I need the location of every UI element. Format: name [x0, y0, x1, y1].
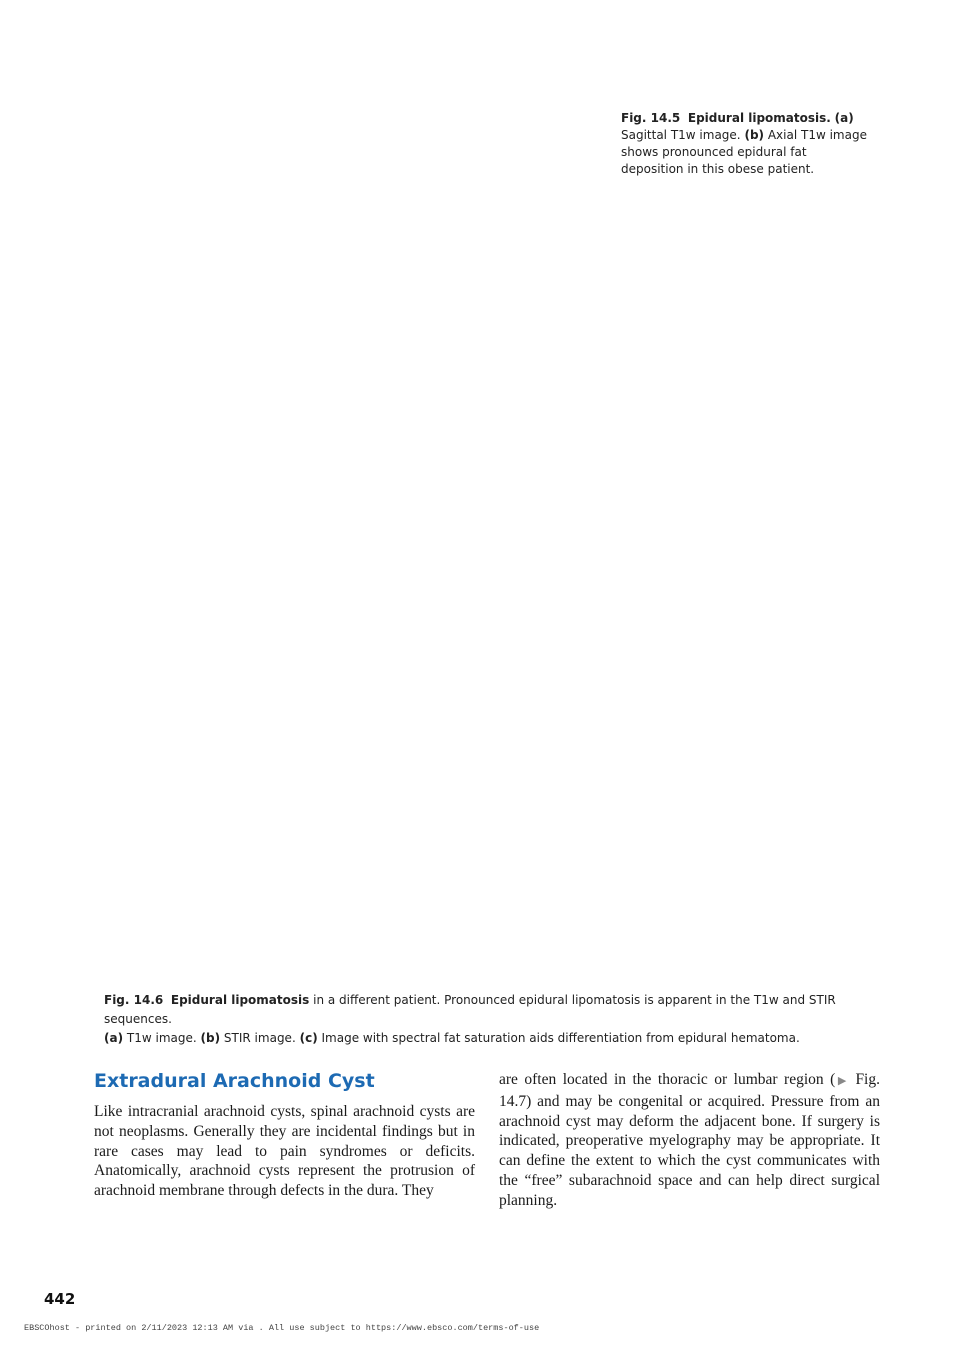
- figure-part-b-label: (b): [200, 1031, 221, 1045]
- section-heading: Extradural Arachnoid Cyst: [94, 1070, 375, 1092]
- figure-cross-reference-link[interactable]: Fig. 14.7: [499, 1071, 880, 1110]
- figure-label: Fig. 14.6: [104, 993, 164, 1007]
- figure-14-5-caption: [621, 110, 871, 178]
- body-text-left-column: Like intracranial arachnoid cysts, spinal arachnoid cysts are not neoplasms. Generally they are incidental findings but in rare cases may lead to pain syndromes or deficits. Anatomically, arachnoid cysts represent the protrusion of arachnoid membrane through defects in the dura. They: [94, 1103, 475, 1200]
- body-text-segment: ) and may be congenital or acquired. Pressure from an arachnoid cyst may deform the adjacent bone. If surgery is indicated, preoperative myelography may be appropriate. It can define the extent to which the cyst communicates with the “free” subarachnoid space and can help direct surgical planning.: [499, 1092, 880, 1209]
- figure-caption-text: in a different patient. Pronounced epidural lipomatosis is apparent in the T1w and STIR sequences.: [104, 993, 836, 1026]
- figure-part-a-text: Sagittal T1w image.: [621, 128, 741, 142]
- body-text-segment: are often located in the thoracic or lumbar region (: [499, 1071, 836, 1088]
- figure-part-c-label: (c): [299, 1031, 318, 1045]
- page-number: 442: [44, 1290, 76, 1308]
- figure-part-c-text: Image with spectral fat saturation aids differentiation from epidural hematoma.: [321, 1031, 800, 1045]
- figure-title: Epidural lipomatosis.: [687, 111, 831, 125]
- figure-part-a-label: (a): [104, 1031, 124, 1045]
- body-text-right-column: [499, 1070, 880, 1211]
- figure-part-a-label: (a): [834, 111, 854, 125]
- figure-label: Fig. 14.5: [621, 111, 681, 125]
- figure-14-6-caption: [104, 991, 894, 1048]
- cross-reference-arrow-icon: ▶: [835, 1075, 849, 1087]
- figure-part-b-text: Axial T1w image shows pronounced epidural fat deposition in this obese patient.: [621, 128, 867, 176]
- figure-part-a-text: T1w image.: [126, 1031, 197, 1045]
- figure-title: Epidural lipomatosis: [170, 993, 310, 1007]
- footer-notice: EBSCOhost - printed on 2/11/2023 12:13 AM via . All use subject to https://www.ebsco.com/terms-of-use: [24, 1323, 540, 1333]
- figure-part-b-label: (b): [744, 128, 765, 142]
- figure-part-b-text: STIR image.: [223, 1031, 296, 1045]
